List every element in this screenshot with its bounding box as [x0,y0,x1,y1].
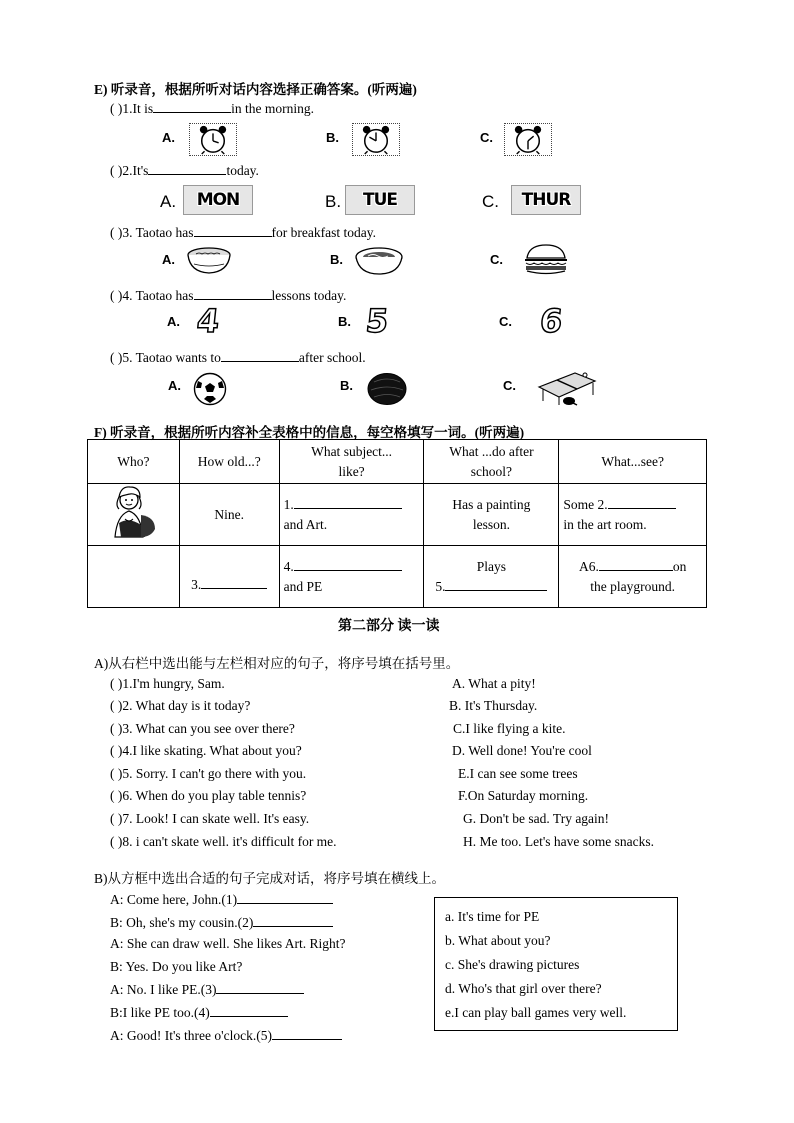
after-school-cell: Plays 5. [424,546,559,608]
header-how-old: How old...? [179,440,279,484]
list-item: ( )5. Sorry. I can't go there with you. [110,766,307,781]
list-item: ( )2. What day is it today? [110,698,251,713]
section-a-heading: A)从右栏中选出能与左栏相对应的句子，将序号填在括号里。 [94,656,460,671]
answer-blank[interactable] [445,578,547,591]
number-six-image: 6 [538,302,565,340]
box-option: a. It's time for PE [445,909,540,924]
option-a-label: A. [162,252,175,267]
section-e-heading: E) 听录音，根据所听对话内容选择正确答案。(听两遍) [94,82,417,97]
answer-blank[interactable] [153,100,231,113]
see-cell: Some 2. in the art room. [559,484,707,546]
box-option: b. What about you? [445,933,551,948]
info-table [87,439,707,608]
see-cell: A6. on the playground. [559,546,707,608]
list-item: ( )3. What can you see over there? [110,721,295,736]
option-a-label: A. [167,314,180,329]
empty-cell [88,546,180,608]
list-item: F.On Saturday morning. [458,788,589,803]
answer-blank[interactable] [272,1027,342,1040]
age-cell: Nine. [179,484,279,546]
list-item: ( )6. When do you play table tennis? [110,788,307,803]
option-b-label: B. [326,130,339,145]
answer-blank[interactable] [608,496,676,509]
question-e5: ( )5. Taotao wants to after school. [110,350,366,365]
day-mon-image: MON [183,185,253,215]
number-five-image: 5 [364,302,391,340]
option-c-label: C. [499,314,512,329]
option-c-label: C. [490,252,503,267]
box-option: d. Who's that girl over there? [445,981,602,996]
option-c-label: C. [503,378,516,393]
dialogue-line: B:I like PE too.(4) [110,1004,288,1021]
bowl-icon [354,244,404,276]
box-option: e.I can play ball games very well. [445,1005,627,1020]
option-c-label: C. [482,192,499,211]
header-who: Who? [88,440,180,484]
clock-icon [189,123,237,156]
box-option: c. She's drawing pictures [445,957,580,972]
hamburger-icon [522,243,570,277]
table-row [88,484,707,546]
after-school-cell: Has a painting lesson. [424,484,559,546]
answer-blank[interactable] [253,914,333,927]
answer-blank[interactable] [216,981,304,994]
answer-blank[interactable] [221,349,299,362]
header-see: What...see? [559,440,707,484]
option-b-label: B. [340,378,353,393]
clock-icon [352,123,400,156]
list-item: ( )8. i can't skate well. it's difficult for me. [110,834,337,849]
question-e2: ( )2.It's today. [110,163,259,178]
ping-pong-table-icon [535,369,599,407]
question-e4: ( )4. Taotao has lessons today. [110,288,347,303]
option-a-label: A. [168,378,181,393]
list-item: C.I like flying a kite. [453,721,566,736]
option-box [434,897,678,1031]
table-header-row [88,440,707,484]
list-item: E.I can see some trees [458,766,578,781]
dialogue-line: A: She can draw well. She likes Art. Right? [110,936,346,951]
girl-picture-cell [88,484,180,546]
answer-blank[interactable] [599,558,673,571]
dialogue-line: A: Good! It's three o'clock.(5) [110,1027,342,1044]
answer-blank[interactable] [294,558,402,571]
answer-blank[interactable] [194,224,272,237]
option-c-label: C. [480,130,493,145]
option-a-label: A. [160,192,177,211]
list-item: ( )1.I'm hungry, Sam. [110,676,225,691]
answer-blank[interactable] [294,496,402,509]
part2-heading: 第二部分 读一读 [338,619,440,634]
dialogue-line: B: Oh, she's my cousin.(2) [110,914,333,931]
list-item: ( )4.I like skating. What about you? [110,743,302,758]
dialogue-line: B: Yes. Do you like Art? [110,959,243,974]
age-cell: 3. [179,546,279,608]
list-item: ( )7. Look! I can skate well. It's easy. [110,811,310,826]
dialogue-line: A: Come here, John.(1) [110,891,333,908]
question-e3: ( )3. Taotao has for breakfast today. [110,225,376,240]
option-b-label: B. [338,314,351,329]
header-after-school: What ...do after school? [424,440,559,484]
header-subject: What subject... like? [279,440,424,484]
answer-blank[interactable] [210,1004,288,1017]
number-four-image: 4 [195,302,222,340]
list-item: B. It's Thursday. [449,698,538,713]
answer-blank[interactable] [237,891,333,904]
day-thur-image: THUR [511,185,581,215]
ball-icon [366,372,408,406]
option-a-label: A. [162,130,175,145]
clock-icon [504,123,552,156]
subject-cell: 1. and Art. [279,484,424,546]
option-b-label: B. [325,192,342,211]
option-b-label: B. [330,252,343,267]
girl-icon [107,485,159,539]
football-icon [190,372,230,406]
table-row [88,546,707,608]
bowl-icon [186,244,232,276]
list-item: D. Well done! You're cool [452,743,592,758]
question-e1: ( )1.It is in the morning. [110,101,314,116]
section-f-heading: F) 听录音，根据所听内容补全表格中的信息，每空格填写一词。(听两遍) [94,425,525,440]
list-item: G. Don't be sad. Try again! [463,811,610,826]
day-tue-image: TUE [345,185,415,215]
answer-blank[interactable] [148,162,226,175]
subject-cell: 4. and PE [279,546,424,608]
section-b-heading: B)从方框中选出合适的句子完成对话，将序号填在横线上。 [94,871,445,886]
list-item: H. Me too. Let's have some snacks. [463,834,655,849]
list-item: A. What a pity! [452,676,536,691]
answer-blank[interactable] [194,287,272,300]
dialogue-line: A: No. I like PE.(3) [110,981,304,998]
answer-blank[interactable] [201,576,267,589]
